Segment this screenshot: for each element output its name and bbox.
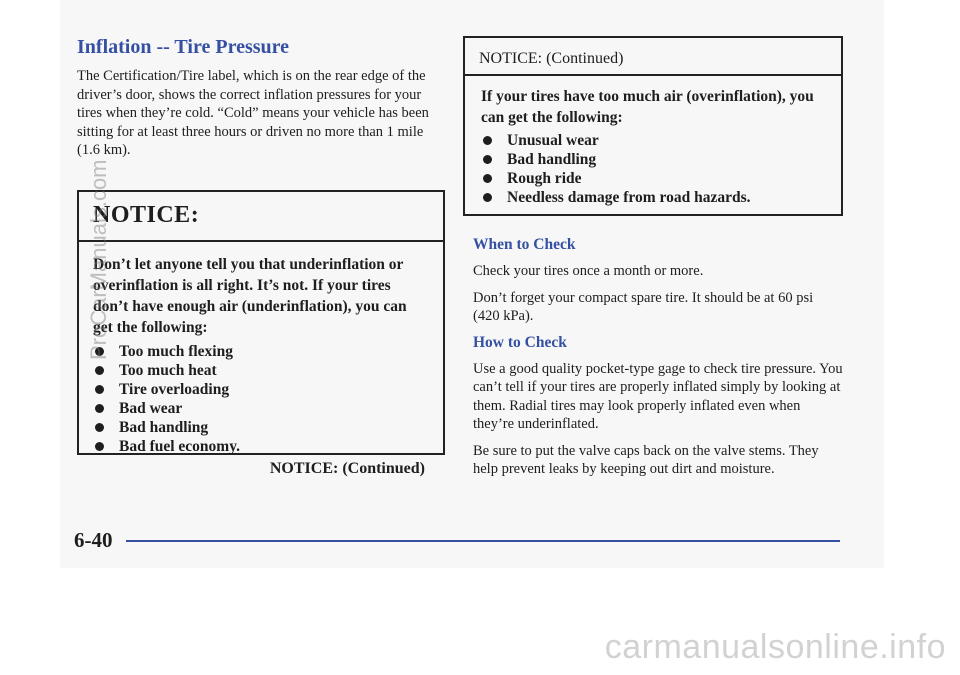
bottom-watermark: carmanualsonline.info bbox=[604, 628, 946, 666]
notice-box-underinflation bbox=[77, 190, 445, 477]
side-watermark: ProCarManuals.com bbox=[86, 159, 111, 360]
bullet-icon bbox=[95, 442, 104, 451]
bullet-icon bbox=[483, 174, 492, 183]
bullet-icon bbox=[95, 423, 104, 432]
notice-bullet-list bbox=[93, 342, 429, 456]
list-item: Bad fuel economy. bbox=[93, 437, 429, 456]
how-paragraph-2: Be sure to put the valve caps back on the valve stems. They help prevent leaks by keeping out dirt and moisture. bbox=[473, 442, 819, 477]
bullet-icon bbox=[483, 136, 492, 145]
notice-continued-text: If your tires have too much air (overinflation), you can get the following: bbox=[481, 88, 814, 126]
list-item: Too much heat bbox=[93, 361, 429, 380]
how-paragraph-1: Use a good quality pocket-type gage to check tire pressure. You can’t tell if your tires are properly inflated simply by looking at them. Radial tires may look properly inflated even when they’re underinflated. bbox=[473, 360, 843, 432]
bullet-icon bbox=[95, 366, 104, 375]
list-item: Needless damage from road hazards. bbox=[481, 188, 827, 207]
bullet-icon bbox=[95, 404, 104, 413]
list-item: Bad handling bbox=[481, 150, 827, 169]
when-to-check-heading: When to Check bbox=[473, 236, 576, 253]
when-paragraph-2: Don’t forget your compact spare tire. It should be at 60 psi (420 kPa). bbox=[473, 289, 814, 324]
page-number: 6-40 bbox=[74, 528, 113, 552]
notice-continued-body bbox=[465, 76, 841, 207]
notice-body bbox=[79, 242, 443, 479]
notice-box-overinflation bbox=[463, 36, 843, 216]
notice-continued-label: NOTICE: (Continued) bbox=[269, 460, 425, 477]
notice-text: Don’t let anyone tell you that underinflation or overinflation is all right. It’s not. If your tires don’t have enough air (underinflation), you can get the following: bbox=[93, 256, 407, 336]
bullet-icon bbox=[483, 155, 492, 164]
bullet-icon bbox=[483, 193, 492, 202]
section-title: Inflation -- Tire Pressure bbox=[77, 36, 290, 58]
footer-divider bbox=[126, 540, 840, 542]
how-to-check-heading: How to Check bbox=[473, 333, 567, 351]
bullet-icon bbox=[95, 385, 104, 394]
notice-continued-heading: NOTICE: (Continued) bbox=[465, 38, 841, 76]
when-paragraph-1: Check your tires once a month or more. bbox=[473, 263, 704, 279]
notice-continued-bullet-list bbox=[481, 131, 827, 207]
list-item: Too much flexing bbox=[93, 342, 429, 361]
list-item: Bad wear bbox=[93, 399, 429, 418]
list-item: Bad handling bbox=[93, 418, 429, 437]
list-item: Unusual wear bbox=[481, 131, 827, 150]
notice-heading: NOTICE: bbox=[79, 192, 443, 242]
list-item: Tire overloading bbox=[93, 380, 429, 399]
intro-paragraph: The Certification/Tire label, which is on the rear edge of the driver’s door, shows the correct inflation pressures for your tires when they’re cold. “Cold” means your vehicle has been sitting for at least three hours or driven no more than 1 mile (1.6 km). bbox=[77, 68, 429, 158]
right-column-text bbox=[473, 236, 843, 487]
left-column bbox=[77, 36, 447, 160]
list-item: Rough ride bbox=[481, 169, 827, 188]
